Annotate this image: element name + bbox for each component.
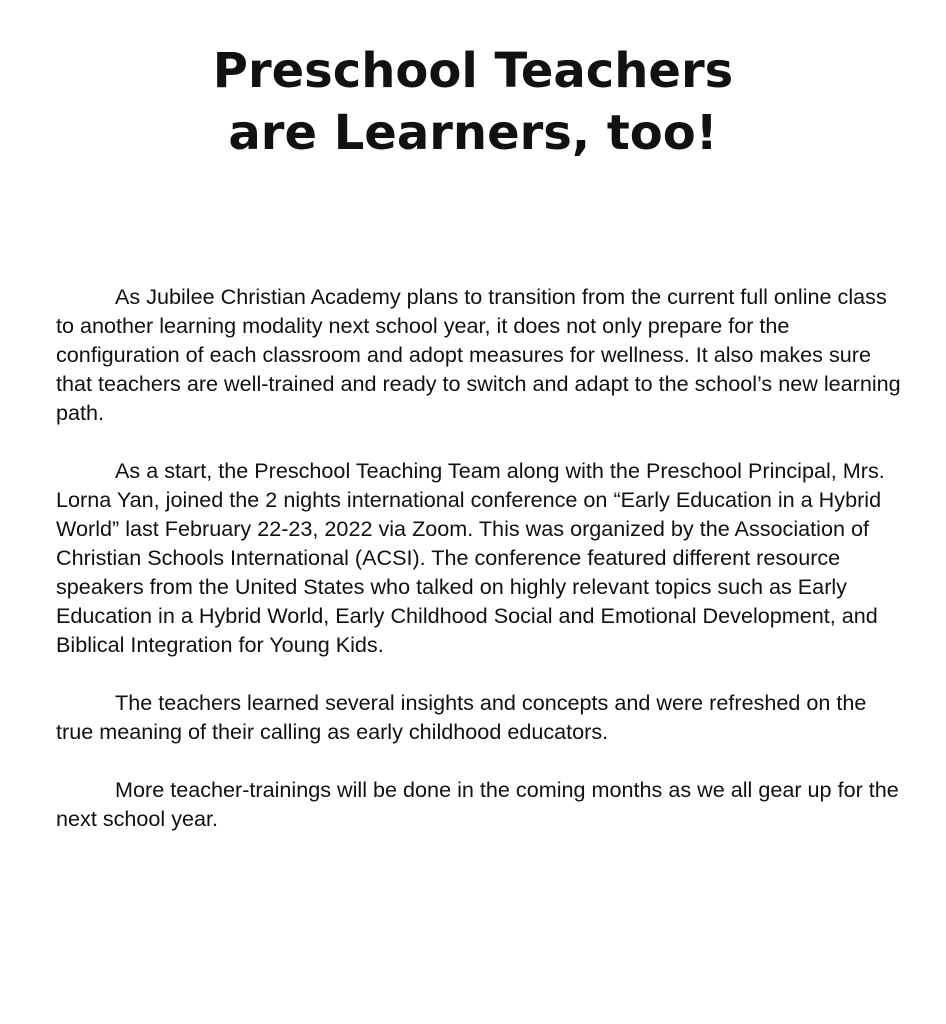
page-title xyxy=(0,40,946,164)
article-body xyxy=(56,282,904,862)
title-line-1: Preschool Teachers xyxy=(212,43,734,99)
paragraph-insights: The teachers learned several insights and concepts and were refreshed on the true meaning of their calling as early childhood educators. xyxy=(56,690,867,744)
title-line-2: are Learners, too! xyxy=(228,105,718,161)
paragraph-intro: As Jubilee Christian Academy plans to transition from the current full online class to another learning modality next school year, it does not only prepare for the configuration of each classroom and adopt measures for wellness. It also makes sure that teachers are well-trained and ready to switch and adapt to the school’s new learning path. xyxy=(56,284,901,425)
paragraph-closing: More teacher-trainings will be done in the coming months as we all gear up for the next school year. xyxy=(56,777,899,831)
paragraph-conference: As a start, the Preschool Teaching Team along with the Preschool Principal, Mrs. Lorna Yan, joined the 2 nights international conference on “Early Education in a Hybrid World” last February 22-23, 2022 via Zoom. This was organized by the Association of Christian Schools International (ACSI). The conference featured different resource speakers from the United States who talked on highly relevant topics such as Early Education in a Hybrid World, Early Childhood Social and Emotional Development, and Biblical Integration for Young Kids. xyxy=(56,458,885,657)
